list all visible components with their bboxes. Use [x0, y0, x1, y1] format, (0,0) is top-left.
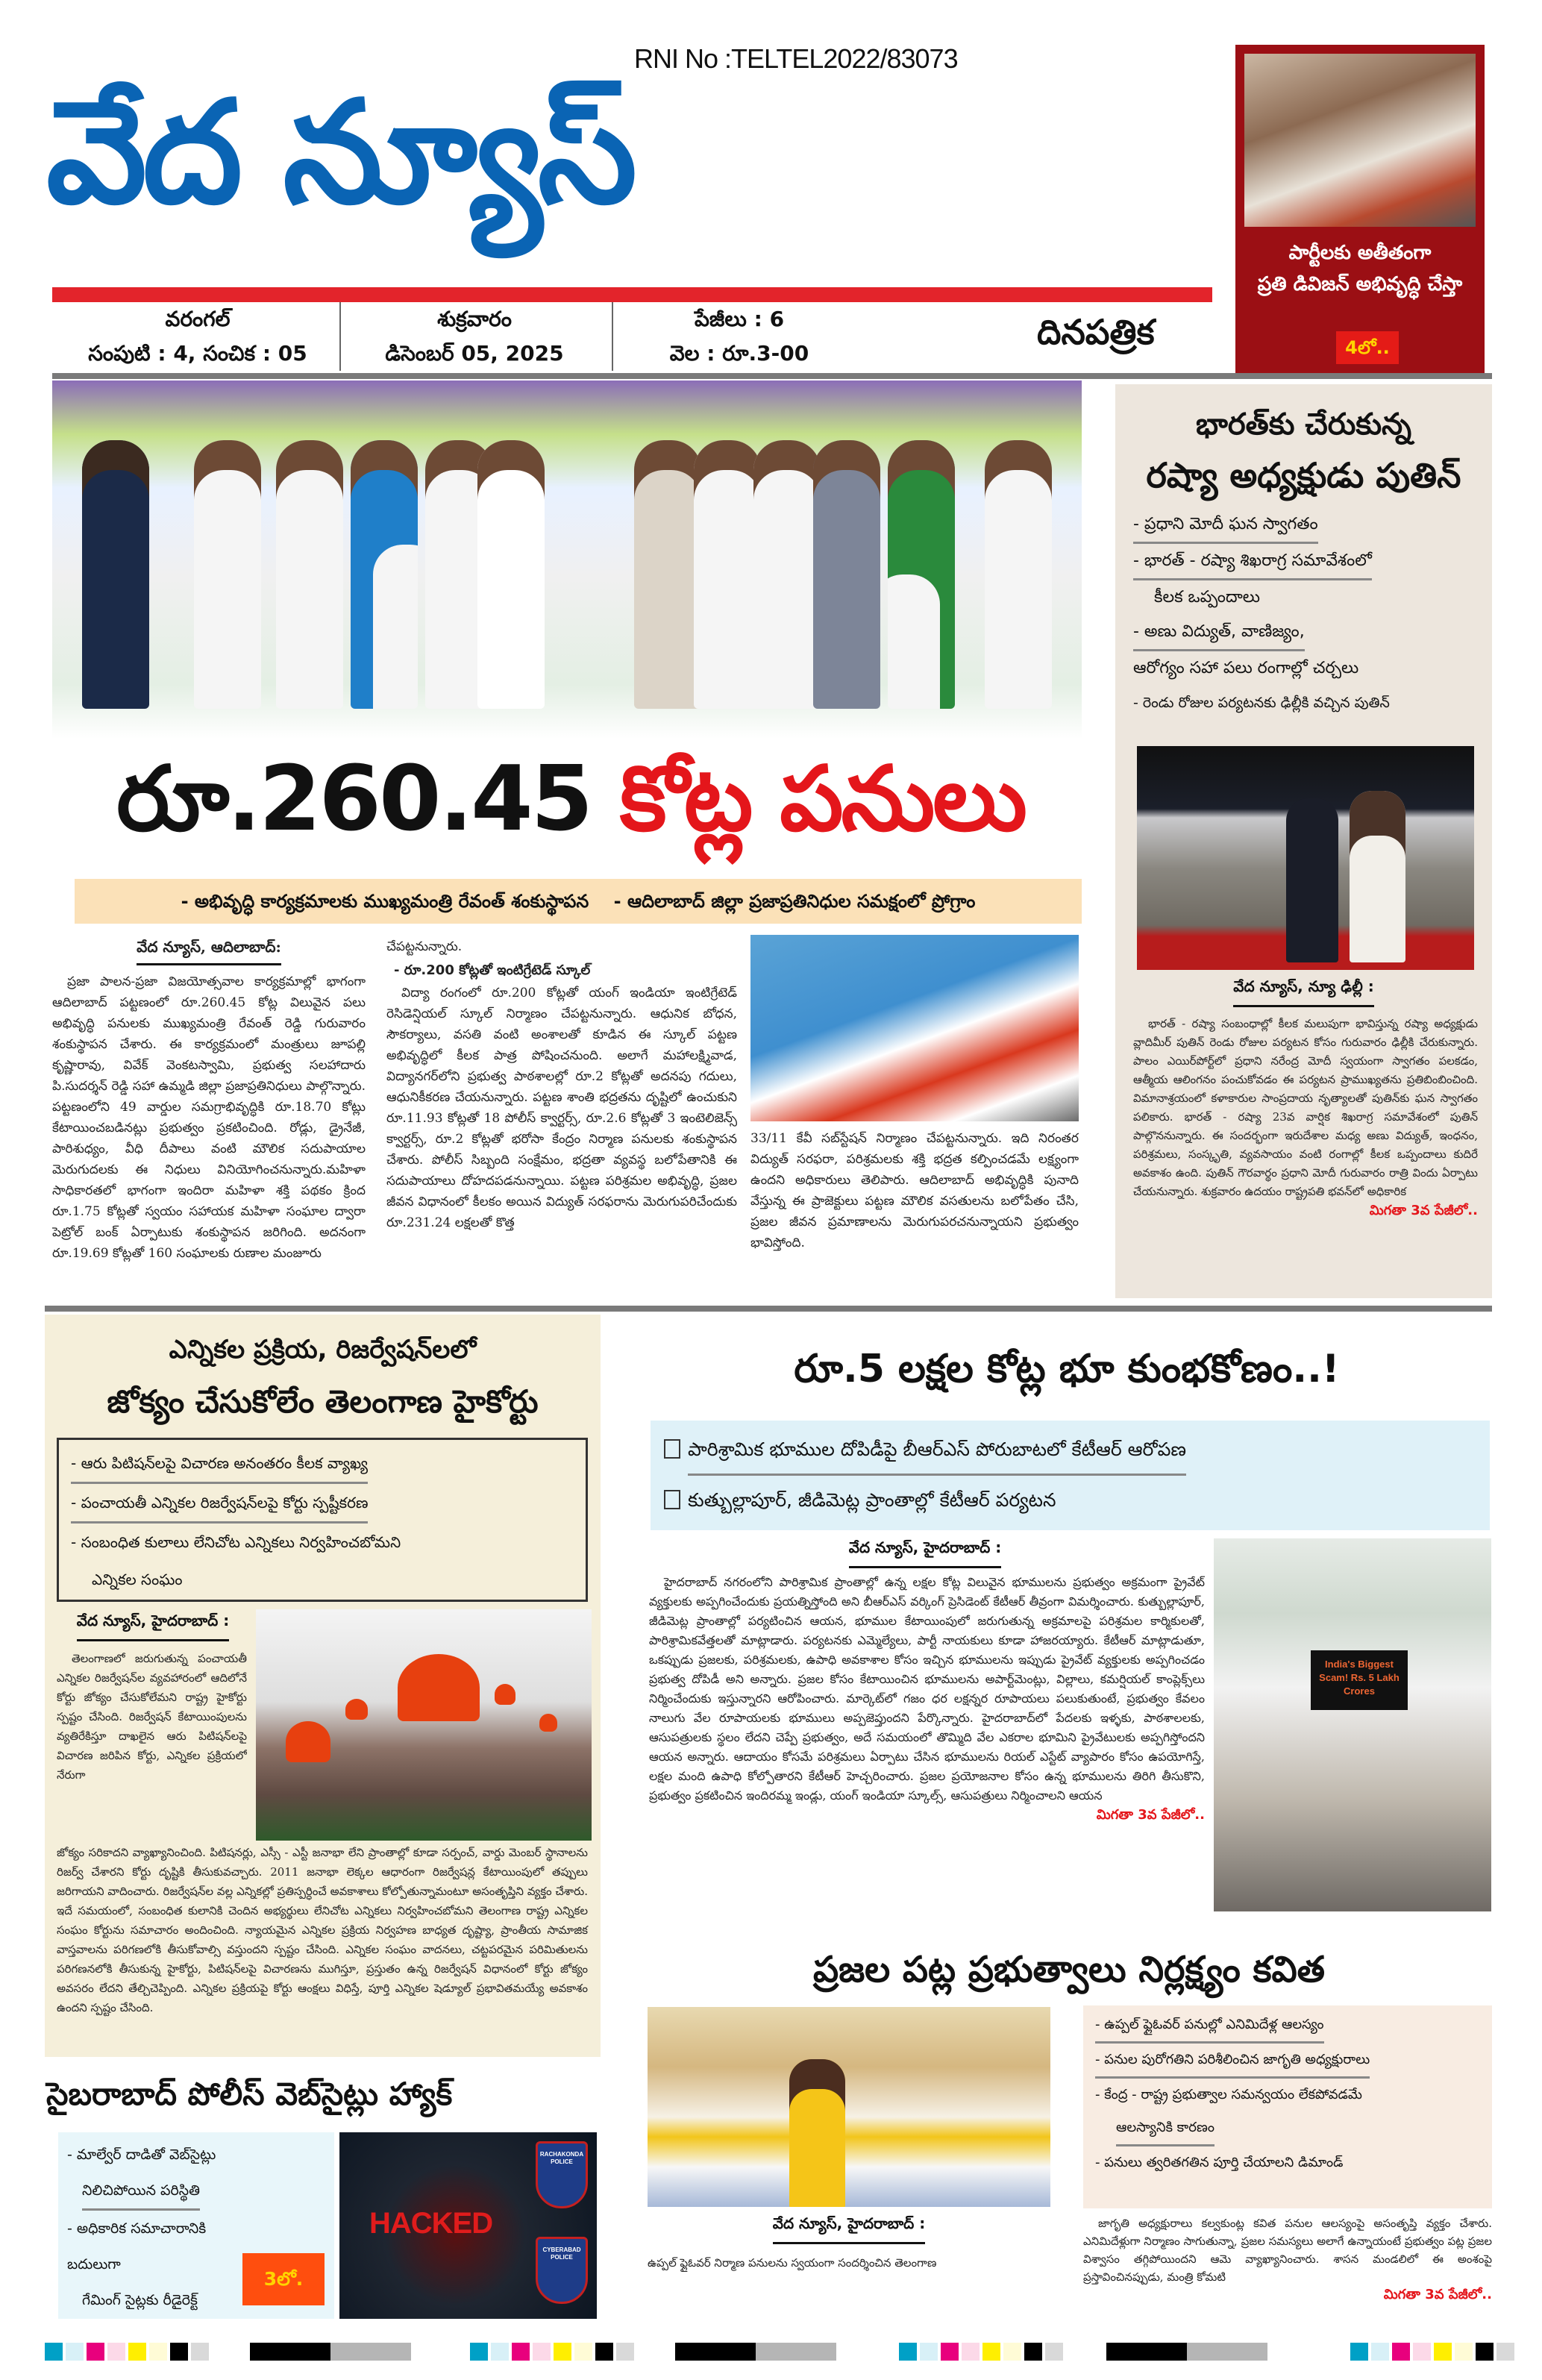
highcourt-bullet: - ఆరు పిటిషన్‌లపై విచారణ అనంతరం కీలక వ్యాఖ్య: [71, 1444, 368, 1484]
color-swatch: [1434, 2343, 1452, 2361]
color-swatch: [1371, 2343, 1389, 2361]
landscam-bullets: [651, 1421, 1490, 1530]
kavitha-bullet: - పనులు త్వరితగతిన పూర్తి చేయాలని డిమాండ్: [1095, 2155, 1344, 2170]
lead-column-2: [386, 936, 737, 1298]
gray-swatch: [1106, 2343, 1187, 2361]
lead-byline: వేద న్యూస్, ఆదిలాబాద్:: [137, 936, 281, 965]
putin-story[interactable]: [1115, 384, 1492, 1298]
color-swatch: [45, 2343, 63, 2361]
cyberabad-page-ref[interactable]: 3లో.: [242, 2253, 325, 2305]
color-swatch: [941, 2343, 959, 2361]
gray-swatch: [330, 2343, 411, 2361]
lead-column-1: [52, 936, 366, 1298]
color-swatch: [962, 2343, 980, 2361]
lead-subhead-1: - అభివృద్ధి కార్యక్రమాలకు ముఖ్యమంత్రి రేవంత్ శంకుస్థాపన: [181, 891, 589, 912]
color-swatch: [491, 2343, 509, 2361]
color-swatch: [66, 2343, 84, 2361]
checkbox-bullet-icon: [664, 1490, 680, 1509]
newspaper-title[interactable]: వేద న్యూస్: [46, 70, 633, 235]
putin-bullet: - అణు విద్యుత్, వాణిజ్యం,: [1133, 615, 1305, 651]
checkbox-bullet-icon: [664, 1439, 680, 1459]
promo-headline-line1: పార్టీలకు అతీతంగా: [1288, 242, 1432, 264]
edition-info: [60, 302, 336, 371]
putin-bullet: కీలక ఒప్పందాలు: [1154, 588, 1260, 607]
highcourt-byline: వేద న్యూస్, హైదరాబాద్ :: [77, 1612, 230, 1641]
date: డిసెంబర్ 05, 2025: [385, 341, 564, 366]
landscam-continued-link[interactable]: మిగతా 3వ పేజీలో..: [1096, 1807, 1205, 1823]
putin-bullet: - రెండు రోజుల పర్యటనకు ఢిల్లీకి వచ్చిన పుతిన్: [1133, 695, 1390, 711]
kavitha-photo: [648, 2007, 1050, 2207]
promo-headline-line2: ప్రతి డివిజన్ అభివృద్ధి చేస్తా: [1257, 273, 1463, 295]
highcourt-body: [57, 1649, 588, 2017]
putin-bullet: - ప్రధాని మోదీ ఘన స్వాగతం: [1133, 507, 1318, 544]
color-swatch: [533, 2343, 551, 2361]
page-count: పేజీలు : 6: [694, 307, 785, 331]
highcourt-body-narrow: తెలంగాణలో జరుగుతున్న పంచాయతీ ఎన్నికల రిజర్వేషన్‌ల వ్యవహారంలో ఆదిలోనే కోర్టు జోక్యం చేసుకోలేమని రాష్ట్ర హైకోర్టు స్పష్టం చేసింది. రిజర్వేషన్ కేటాయింపులను వ్యతిరేకిస్తూ దాఖలైన ఆరు పిటిషన్‌లపై విచారణ జరిపిన కోర్టు, ఎన్నికల ప్రక్రియలో నేరుగా: [57, 1652, 247, 1782]
landscam-bullet: పారిశ్రామిక భూముల దోపిడీపై బీఆర్ఎస్ పోరుబాటలో కేటీఆర్ ఆరోపణ: [688, 1425, 1186, 1476]
highcourt-story[interactable]: [45, 1315, 601, 2057]
putin-body-text: భారత్ - రష్యా సంబంధాల్లో కీలక మలుపుగా భావిస్తున్న రష్యా అధ్యక్షుడు వ్లాదిమీర్ పుతిన్ రెండు రోజుల పర్యటన కోసం గురువారం ఢిల్లీకి చేరుకున్నారు. పాలం ఎయిర్‌పోర్ట్‌లో ప్రధాని నరేంద్ర మోదీ స్వయంగా స్వాగతం పలకడం, ఆత్మీయ ఆలింగనం పంచుకోవడం ఈ పర్యటన ప్రాముఖ్యతను ప్రతిబింబించింది. విమానాశ్రయంలో కళాకారుల సాంప్రదాయ నృత్యాలతో పుతిన్‌కు ఘన స్వాగతం పలికారు. భారత్ - రష్యా 23వ వార్షిక శిఖరాగ్ర సమావేశంలో పుతిన్ పాల్గొననున్నారు. ఈ సందర్భంగా ఇరుదేశాల మధ్య అణు విద్యుత్, ఇంధనం, పరిశ్రమలు, సంస్కృతి, వ్యవసాయం వంటి రంగాల్లో కీలక ఒప్పందాలు కుదిరే అవకాశం ఉంది. పుతిన్ గౌరవార్థం ప్రధాని మోదీ గురువారం రాత్రి విందు ఏర్పాటు చేయనున్నారు. శుక్రవారం ఉదయం రాష్ట్రపతి భవన్‌లో అధికారిక: [1133, 1017, 1478, 1198]
promo-headline: [1235, 237, 1485, 300]
rachakonda-police-badge-icon: RACHAKONDA POLICE: [536, 2141, 588, 2208]
color-swatch: [87, 2343, 104, 2361]
color-swatch: [1496, 2343, 1514, 2361]
promo-box[interactable]: [1235, 45, 1485, 373]
kavitha-bullet: - కేంద్ర - రాష్ట్ర ప్రభుత్వాల సమన్వయం లేకపోవడమే: [1095, 2087, 1362, 2102]
lead-body-3: 33/11 కేవీ సబ్‌స్టేషన్ నిర్మాణం చేపట్టనున్నారు. ఇది నిరంతర విద్యుత్ సరఫరా, పరిశ్రమలకు శక్తి భద్రత కల్పించడమే లక్ష్యంగా ఉందని అధికారులు తెలిపారు. ఆదిలాబాద్ అభివృద్ధికి పునాది వేస్తున్న ఈ ప్రాజెక్టులు పట్టణ మౌలిక వసతులను బలోపేతం చేసి, ప్రజల జీవన ప్రమాణాలను మెరుగుపరచనున్నాయని ప్రభుత్వం భావిస్తోంది.: [750, 1131, 1079, 1250]
protest-placard: India's Biggest Scam! Rs. 5 Lakh Crores: [1311, 1650, 1408, 1710]
highcourt-bullet: - సంబంధిత కులాలు లేనిచోట ఎన్నికలు నిర్వహించబోమని: [71, 1533, 401, 1551]
landscam-headline[interactable]: రూ.5 లక్షల కోట్ల భూ కుంభకోణం..!: [794, 1347, 1340, 1391]
gray-swatch: [675, 2343, 756, 2361]
putin-body: [1133, 1015, 1478, 1292]
color-swatch: [1045, 2343, 1063, 2361]
highcourt-bullets: [57, 1438, 588, 1602]
hacked-screen-photo: [339, 2132, 597, 2319]
putin-byline: వేద న్యూస్, న్యూ ఢిల్లీ :: [1233, 977, 1373, 1007]
color-swatch: [595, 2343, 613, 2361]
kavitha-bullet: ఆలస్యానికి కారణం: [1116, 2111, 1215, 2146]
color-swatch: [1350, 2343, 1368, 2361]
gray-swatch: [250, 2343, 330, 2361]
color-swatch: [982, 2343, 1000, 2361]
masthead-rule: [52, 287, 1212, 302]
cyberabad-police-badge-icon: CYBERABAD POLICE: [536, 2237, 588, 2304]
putin-modi-photo: [1137, 746, 1474, 970]
highcourt-bullet: ఎన్నికల సంఘం: [92, 1571, 183, 1588]
weekday: శుక్రవారం: [437, 307, 512, 331]
putin-continued-link[interactable]: మిగతా 3వ పేజీలో..: [1369, 1203, 1478, 1218]
ktr-protest-photo: [1214, 1538, 1491, 1911]
color-swatch: [1476, 2343, 1494, 2361]
lead-headline-amount: రూ.260.45: [116, 748, 592, 851]
gray-swatch: [756, 2343, 836, 2361]
lead-subhead-2: - ఆదిలాబాద్ జిల్లా ప్రజాప్రతినిధుల సమక్షంలో ప్రోగ్రాం: [613, 891, 976, 912]
color-swatch: [1455, 2343, 1473, 2361]
lead-body-2: విద్యా రంగంలో రూ.200 కోట్లతో యంగ్ ఇండియా ఇంటిగ్రేటెడ్ రెసిడెన్షియల్ స్కూల్ నిర్మాణం చేపట్టనున్నారు. ఆధునిక బోధన, సౌకర్యాలు, వసతి వంటి అంశాలతో కూడిన ఈ స్కూల్ పట్టణ అభివృద్ధిలో కీలక పాత్ర పోషించనుంది. అలాగే మహాలక్ష్మివాడ, విద్యానగర్‌లోని ప్రభుత్వ పాఠశాలల్లో రూ.2 కోట్లతో అదనపు గదులు, ఆధునికీకరణ చేయనున్నారు. పట్టణ శాంతి భద్రతను దృష్టిలో ఉంచుకుని రూ.11.93 కోట్లతో 18 పోలీస్ క్వార్టర్స్, రూ.2.6 కోట్లతో 3 ఇంటెలిజెన్స్ క్వార్టర్స్, రూ.2 కోట్లతో భరోసా కేంద్రం నిర్మాణ పనులకు శంకుస్థాపన చేశారు. పోలీస్ సిబ్బంది సంక్షేమం, భద్రతా వ్యవస్థ బలోపేతానికి ఈ సదుపాయాలు దోహదపడనున్నాయి. పట్టణ పరిశ్రమల అభివృద్ధి, ప్రజల జీవన విధానంలో కీలకం అయిన విద్యుత్ సరఫరాను మెరుగుపరిచేందుకు రూ.231.24 లక్షలతో కొత్త: [386, 986, 737, 1230]
rni-number: RNI No :TELTEL2022/83073: [634, 43, 958, 74]
color-swatch: [170, 2343, 188, 2361]
putin-headline: [1115, 399, 1492, 501]
color-swatch: [1024, 2343, 1042, 2361]
price: వెల : రూ.3-00: [669, 341, 809, 366]
lead-headline-rest: కోట్ల పనులు: [619, 748, 1025, 851]
volume-issue: సంపుటి : 4, సంచిక : 05: [88, 341, 307, 366]
lead-subheads: [75, 879, 1082, 924]
landscam-bullet: కుత్బుల్లాపూర్, జీడిమెట్ల ప్రాంతాల్లో కేటీఆర్ పర్యటన: [688, 1489, 1056, 1511]
color-swatch: [128, 2343, 146, 2361]
putin-headline-line2: రష్యా అధ్యక్షుడు పుతిన్: [1146, 455, 1461, 495]
kavitha-body-right: [1083, 2214, 1492, 2326]
kavitha-bullets: [1083, 2005, 1492, 2208]
putin-bullet: ఆరోగ్యం సహా పలు రంగాల్లో చర్చలు: [1133, 659, 1359, 677]
section-divider: [45, 1306, 1492, 1312]
lead-column-3: [750, 1128, 1079, 1298]
color-swatch: [470, 2343, 488, 2361]
color-swatch: [512, 2343, 530, 2361]
date-info: [339, 302, 608, 371]
color-swatch: [616, 2343, 634, 2361]
highcourt-headline-line1: ఎన్నికల ప్రక్రియ, రిజర్వేషన్‌లలో: [169, 1335, 477, 1365]
lead-body-2-intro: చేపట్టనున్నారు.: [386, 939, 463, 954]
cyberabad-bullet: నిలిచిపోయిన పరిస్థితి: [82, 2173, 200, 2211]
putin-bullet: - భారత్ - రష్యా శిఖరాగ్ర సమావేశంలో: [1133, 544, 1372, 580]
kavitha-byline: వేద న్యూస్, హైదరాబాద్ :: [773, 2214, 926, 2244]
edition-city: వరంగల్: [165, 307, 231, 331]
color-swatch: [574, 2343, 592, 2361]
landscam-body-text: హైదరాబాద్ నగరంలోని పారిశ్రామిక ప్రాంతాల్లో ఉన్న లక్షల కోట్ల విలువైన భూములను ప్రభుత్వం అక్రమంగా ప్రైవేట్ వ్యక్తులకు అప్పగించేందుకు ప్రయత్నిస్తోంది అని బీఆర్ఎస్ వర్కింగ్ ప్రెసిడెంట్ కేటీఆర్ తీవ్రంగా విమర్శించారు. కుత్బుల్లాపూర్, జీడిమెట్ల ప్రాంతాల్లో పర్యటించిన ఆయన, భూముల కేటాయింపులో జరుగుతున్న అక్రమాలపై పరిశ్రమల కార్మికులతో, పారిశ్రామికవేత్తలతో మాట్లాడారు. పర్యటనకు ఎమ్మెల్యేలు, పార్టీ నాయకులు కూడా హాజరయ్యారు. కేటీఆర్ మాట్లాడుతూ, ఒకప్పుడు ప్రజలకు, పరిశ్రమలకు, ఉపాధి అవకాశాల కోసం ఇచ్చిన భూములను ఇప్పుడు ప్రైవేట్ వ్యక్తులకు అప్పగించడం ప్రభుత్వ దోపిడీ అని అన్నారు. ప్రజల కోసం కేటాయించిన భూములను అపార్ట్‌మెంట్లు, విల్లాలు, కమర్షియల్ కాంప్లెక్స్‌లు నిర్మించేందుకు ఇస్తున్నారని ఆరోపించారు. మార్కెట్‌లో గజం ధర లక్షన్నర రూపాయలు పలుకుతుంటే, ప్రభుత్వం కేవలం నాలుగు వేల రూపాయలకు భూములు అప్పజెప్తుందని పేర్కొన్నారు. హైదరాబాద్‌లో పేదలకు ఇళ్ళకు, పాఠశాలలకు, ఆసుపత్రులకు స్థలం లేదని చెప్పే ప్రభుత్వం, అదే సమయంలో తొమ్మిది వేల ఎకరాల భూమిని ప్రైవేటులకు అప్పగిస్తోందని ఆయన అన్నారు. ఆదాయం కోసమే పరిశ్రమలు ఏర్పాటు చేసిన భూములను రియల్ ఎస్టేట్ వ్యాపారం కోసం ఉపయోగిస్తే, లక్షల మంది ఉపాధి కోల్పోతారని కేటీఆర్ హెచ్చరించారు. ప్రజల ప్రయోజనాల కోసం ఉన్న భూములను తిరిగి తీసుకొని, ప్రభుత్వం ప్రకటించిన ఇందిరమ్మ ఇండ్లు, యంగ్ ఇండియా స్కూల్స్, ఆసుపత్రులు నిర్మించాలని ఆయన: [649, 1575, 1205, 1803]
color-swatch: [1392, 2343, 1410, 2361]
hacked-text: HACKED: [369, 2207, 493, 2240]
color-swatch: [1413, 2343, 1431, 2361]
section-divider: [52, 373, 1492, 379]
cyberabad-bullet: గేమింగ్ సైట్లకు రీడైరెక్ట్: [82, 2292, 198, 2308]
color-swatch: [899, 2343, 917, 2361]
landscam-body: [649, 1573, 1205, 1912]
color-swatch: [1003, 2343, 1021, 2361]
tagline-daily: దినపత్రిక: [1037, 312, 1155, 352]
promo-page-ref[interactable]: 4లో..: [1336, 331, 1399, 364]
color-swatch: [920, 2343, 938, 2361]
landscam-byline: వేద న్యూస్, హైదరాబాద్ :: [849, 1538, 1002, 1568]
color-swatch: [554, 2343, 571, 2361]
color-swatch: [107, 2343, 125, 2361]
kavitha-headline[interactable]: ప్రజల పట్ల ప్రభుత్వాలు నిర్లక్ష్యం కవిత: [812, 1949, 1326, 1991]
lead-photo: [52, 381, 1082, 739]
highcourt-bullet: - పంచాయతీ ఎన్నికల రిజర్వేషన్‌లపై కోర్టు స్పష్టీకరణ: [71, 1484, 368, 1523]
cyberabad-bullet: - మాల్వేర్ దాడితో వెబ్‌సైట్లు: [67, 2146, 216, 2163]
lead-headline[interactable]: [52, 740, 1089, 859]
highcourt-headline-line2: జోక్యం చేసుకోలేం తెలంగాణ హైకోర్టు: [107, 1383, 539, 1420]
kavitha-continued-link[interactable]: మిగతా 3వ పేజీలో..: [1383, 2287, 1492, 2302]
cyberabad-headline[interactable]: సైబరాబాద్ పోలీస్ వెబ్‌సైట్లు హ్యాక్: [46, 2076, 453, 2112]
putin-bullets: [1133, 507, 1484, 720]
highcourt-headline: [45, 1324, 601, 1428]
putin-headline-line1: భారత్‌కు చేరుకున్న: [1195, 407, 1411, 442]
kavitha-body-text: జాగృతి అధ్యక్షురాలు కల్వకుంట్ల కవిత పనుల ఆలస్యంపై అసంతృప్తి వ్యక్తం చేశారు. ఎనిమిదేళ్లుగా నిర్మాణం సాగుతున్నా, ప్రజల సమస్యలు అలాగే ఉన్నాయంటే ప్రభుత్వం పట్ల ప్రజల విశ్వాసం తగ్గిపోయిందని ఆమె వ్యాఖ్యానించారు. శాసన మండలిలో ఈ అంశంపై ప్రస్తావించినప్పుడు, మంత్రి కోమటి: [1083, 2217, 1492, 2284]
color-swatch: [191, 2343, 209, 2361]
page-price-info: [612, 302, 865, 371]
color-swatch: [149, 2343, 167, 2361]
promo-photo: [1244, 54, 1476, 227]
cyberabad-bullet: - అధికారిక సమాచారానికి బదులుగా: [67, 2220, 207, 2273]
kavitha-bullet: - ఉప్పల్ ఫ్లైఓవర్ పనుల్లో ఎనిమిదేళ్ల ఆలస్యం: [1095, 2008, 1324, 2044]
cyberabad-bullets: [67, 2137, 239, 2318]
lead-body-1: ప్రజా పాలన-ప్రజా విజయోత్సవాల కార్యక్రమాల్లో భాగంగా ఆదిలాబాద్ పట్టణంలో రూ.260.45 కోట్ల విలువైన పలు అభివృద్ధి పనులకు ముఖ్యమంత్రి రేవంత్ రెడ్డి గురువారం శంకుస్థాపన చేశారు. ఈ కార్యక్రమంలో మంత్రులు జూపల్లి కృష్ణారావు, వివేక్ వెంకటస్వామి, ప్రభుత్వ సలహాదారు పి.సుదర్శన్ రెడ్డి సహా ఉమ్మడి జిల్లా ప్రజాప్రతినిధులు పాల్గొన్నారు. పట్టణంలోని 49 వార్డుల సమగ్రాభివృద్ధికి రూ.18.70 కోట్లు కేటాయించబడినట్లు ప్రభుత్వం ప్రకటించింది. రోడ్లు, డ్రైనేజీ, పారిశుధ్యం, వీధి దీపాలు వంటి మౌలిక సదుపాయాల మెరుగుదలకు ఈ నిధులు వినియోగించనున్నారు.మహిళా సాధికారతలో భాగంగా ఇందిరా మహిళా శక్తి పథకం క్రింద రూ.1.75 కోట్లతో స్వయం సహాయక మహిళా సంఘాల ద్వారా పెట్రోల్ బంక్ ఏర్పాటుకు శంకుస్థాపన జరిగింది. అదనంగా రూ.19.69 కోట్లతో 160 సంఘాలకు రుణాల మంజూరు: [52, 974, 366, 1261]
gray-swatch: [1187, 2343, 1267, 2361]
kavitha-body-left: ఉప్పల్ ఫ్లైఓవర్ నిర్మాణ పనులను స్వయంగా సందర్శించిన తెలంగాణ: [648, 2256, 937, 2270]
lead-secondary-photo: [750, 935, 1079, 1121]
lead-col2-subhead: - రూ.200 కోట్లతో ఇంటిగ్రేటెడ్ స్కూల్: [394, 962, 591, 978]
highcourt-body-wide: జోక్యం సరికాదని వ్యాఖ్యానించింది. పిటిషనర్లు, ఎస్సీ - ఎస్టీ జనాభా లేని ప్రాంతాల్లో కూడా సర్పంచ్, వార్డు మెంబర్ స్థానాలను రిజర్వ్ చేశారని కోర్టు దృష్టికి తీసుకువచ్చారు. 2011 జనాభా లెక్కల ఆధారంగా రిజర్వేషన్ల కేటాయింపులో తప్పులు జరిగాయని వాదించారు. రిజర్వేషన్‌ల వల్ల ఎన్నికల్లో ప్రతిస్పర్ధించే అవకాశాలు కోల్పోతున్నామంటూ అసంతృప్తిని వ్యక్తం చేశారు. ఇదే సమయంలో, సంబంధిత కులానికి చెందిన అభ్యర్థులు లేనిచోట ఎన్నికలు నిర్వహించబోమని తెలంగాణ రాష్ట్ర ఎన్నికల సంఘం కోర్టును సమాచారం అందించింది. న్యాయమైన ఎన్నికల ప్రక్రియ నిర్వహణ బాధ్యత దృష్ట్యా, ప్రాంతీయ సామాజిక వాస్తవాలను పరిగణలోకి తీసుకోవాల్సి వస్తుందని స్పష్టం చేసింది. ఎన్నికల సంఘం వాదనలు, చట్టపరమైన పరిమితులను పరిగణనలోకి తీసుకున్న హైకోర్టు, పిటిషన్‌లపై విచారణను ముగిస్తూ, ప్రస్తుతం ఉన్న రిజర్వేషన్ విధానంలో కోర్టు జోక్యం అవసరం లేదని తేల్చిచెప్పింది. ఎన్నికల ప్రక్రియపై కోర్టు ఆంక్షలు విధిస్తే, పూర్తి ఎన్నికల షెడ్యూల్ ప్రభావితమయ్యే అవకాశం ఉందని స్పష్టం చేసింది.: [57, 1846, 588, 2014]
kavitha-bullet: - పనుల పురోగతిని పరిశీలించిన జాగృతి అధ్యక్షురాలు: [1095, 2044, 1370, 2079]
